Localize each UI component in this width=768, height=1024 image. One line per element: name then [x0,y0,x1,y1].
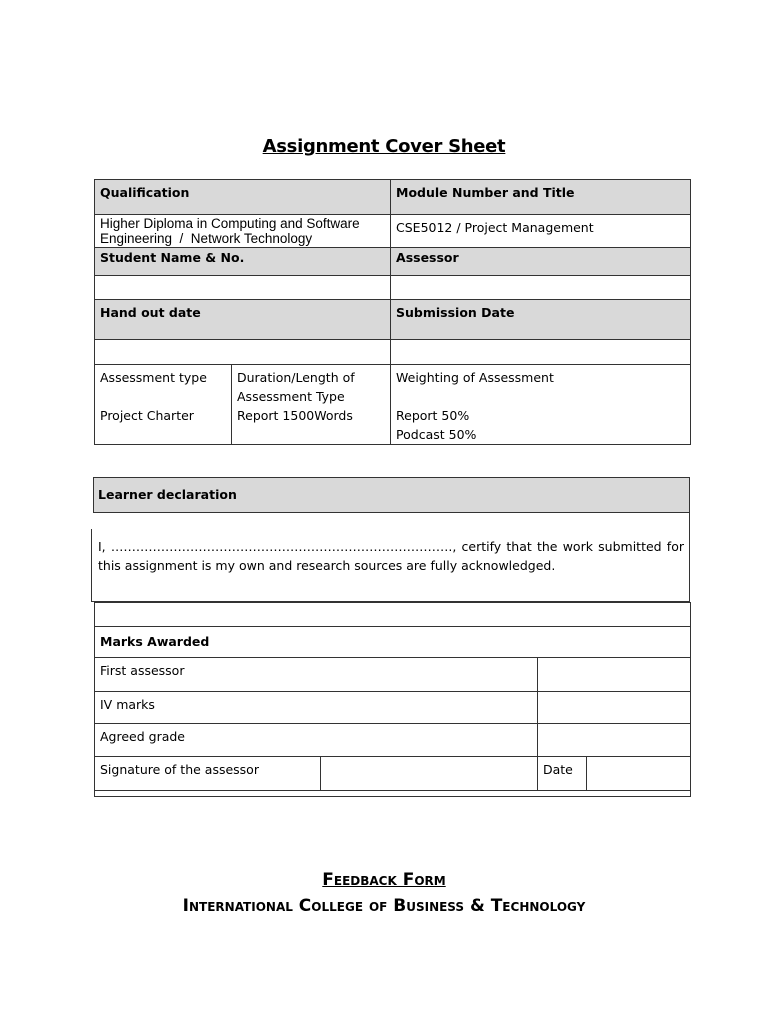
submission-value [391,340,691,365]
page-title: Assignment Cover Sheet [262,136,506,157]
first-assessor-value [538,658,691,692]
module-value: CSE5012 / Project Management [391,215,691,248]
agreed-grade-label: Agreed grade [95,724,538,757]
assessor-label: Assessor [391,248,691,276]
institution-name [0,896,768,916]
assessment-type-cell [95,365,232,445]
qualification-value [95,215,391,248]
qualification-label: Qualification [95,180,391,215]
duration-value: Report 1500Words [237,408,353,423]
iv-marks-label: IV marks [95,692,538,724]
institution-name-text: International College of Business & Technology [182,896,586,916]
duration-cell [232,365,391,445]
handout-label: Hand out date [95,300,391,340]
student-label: Student Name & No. [95,248,391,276]
weighting-label: Weighting of Assessment [396,370,554,385]
marks-spacer-row [95,603,691,627]
date-value [587,757,691,791]
qualification-value-line2: Engineering / Network Technology [100,231,313,246]
learner-declaration-heading: Learner declaration [93,477,690,513]
marks-table [94,602,691,797]
learner-declaration-text: I, ………………………………………………………………………., certify that the work submitted for this assignment is my own and research sources are fully acknowledged. [91,529,690,602]
feedback-form-title [0,870,768,890]
marks-awarded-heading: Marks Awarded [95,627,691,658]
signature-value [321,757,538,791]
date-label: Date [538,757,587,791]
handout-value [95,340,391,365]
assessor-value [391,276,691,300]
assessment-type-label: Assessment type [100,370,207,385]
iv-marks-value [538,692,691,724]
feedback-form-title-text: Feedback Form [322,870,446,890]
qualification-value-line1: Higher Diploma in Computing and Software [100,216,360,231]
assessment-type-value: Project Charter [100,408,194,423]
student-value [95,276,391,300]
first-assessor-label: First assessor [95,658,538,692]
agreed-grade-value [538,724,691,757]
cover-sheet-table [94,179,691,445]
submission-label: Submission Date [391,300,691,340]
signature-label: Signature of the assessor [95,757,321,791]
module-label: Module Number and Title [391,180,691,215]
weighting-value-report: Report 50% [396,408,470,423]
weighting-value-podcast: Podcast 50% [396,427,477,442]
duration-label-line1: Duration/Length of [237,370,355,385]
marks-bottom-row [95,791,691,797]
weighting-cell [391,365,691,445]
duration-label-line2: Assessment Type [237,389,345,404]
